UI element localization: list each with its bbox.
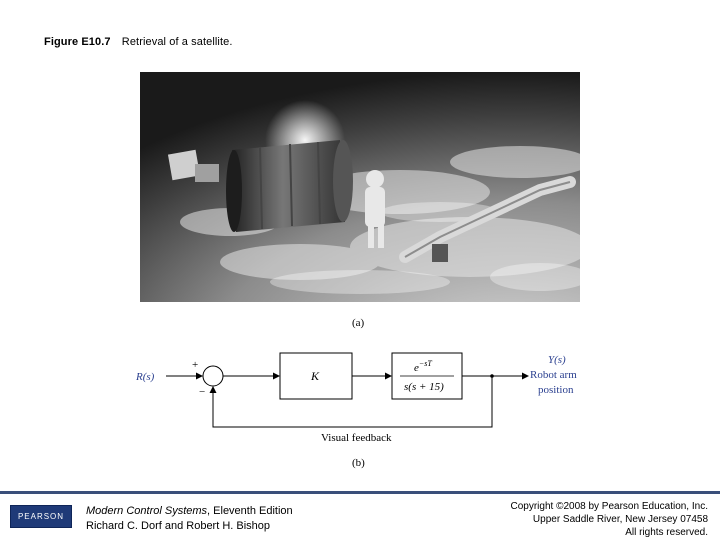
- output-description-line1: Robot arm: [530, 369, 577, 381]
- feedback-label: Visual feedback: [321, 432, 392, 444]
- footer-divider: [0, 491, 720, 494]
- input-label: R(s): [136, 371, 155, 383]
- figure-label: Figure E10.7: [44, 36, 111, 48]
- copyright-line1: Copyright ©2008 by Pearson Education, Inc.: [510, 501, 708, 512]
- pearson-logo: PEARSON: [10, 505, 72, 528]
- subfigure-a-label: (a): [352, 317, 365, 329]
- book-edition: , Eleventh Edition: [207, 505, 293, 517]
- figure-title: Retrieval of a satellite.: [121, 36, 233, 48]
- copyright-notice: [511, 500, 709, 539]
- plant-numerator: $e^{-sT}$: [414, 359, 432, 374]
- plant-denominator: s(s + 15): [404, 381, 444, 393]
- gain-label: K: [311, 369, 320, 383]
- book-title: Modern Control Systems: [86, 505, 208, 517]
- plus-sign: +: [192, 359, 199, 371]
- satellite-photo: [140, 72, 580, 302]
- output-description-line2: position: [538, 384, 574, 396]
- copyright-line2: Upper Saddle River, New Jersey 07458: [532, 514, 708, 525]
- book-info: [86, 504, 293, 534]
- minus-sign: −: [199, 386, 206, 398]
- summing-junction: [203, 366, 223, 386]
- copyright-line3: All rights reserved.: [625, 527, 708, 538]
- book-authors: Richard C. Dorf and Robert H. Bishop: [86, 520, 271, 532]
- figure-caption: [44, 36, 233, 48]
- subfigure-b-label: (b): [352, 457, 365, 469]
- feedback-block-diagram: [130, 345, 600, 455]
- output-label: Y(s): [548, 354, 566, 366]
- book-title-line: [86, 504, 293, 519]
- satellite-body: [226, 140, 353, 232]
